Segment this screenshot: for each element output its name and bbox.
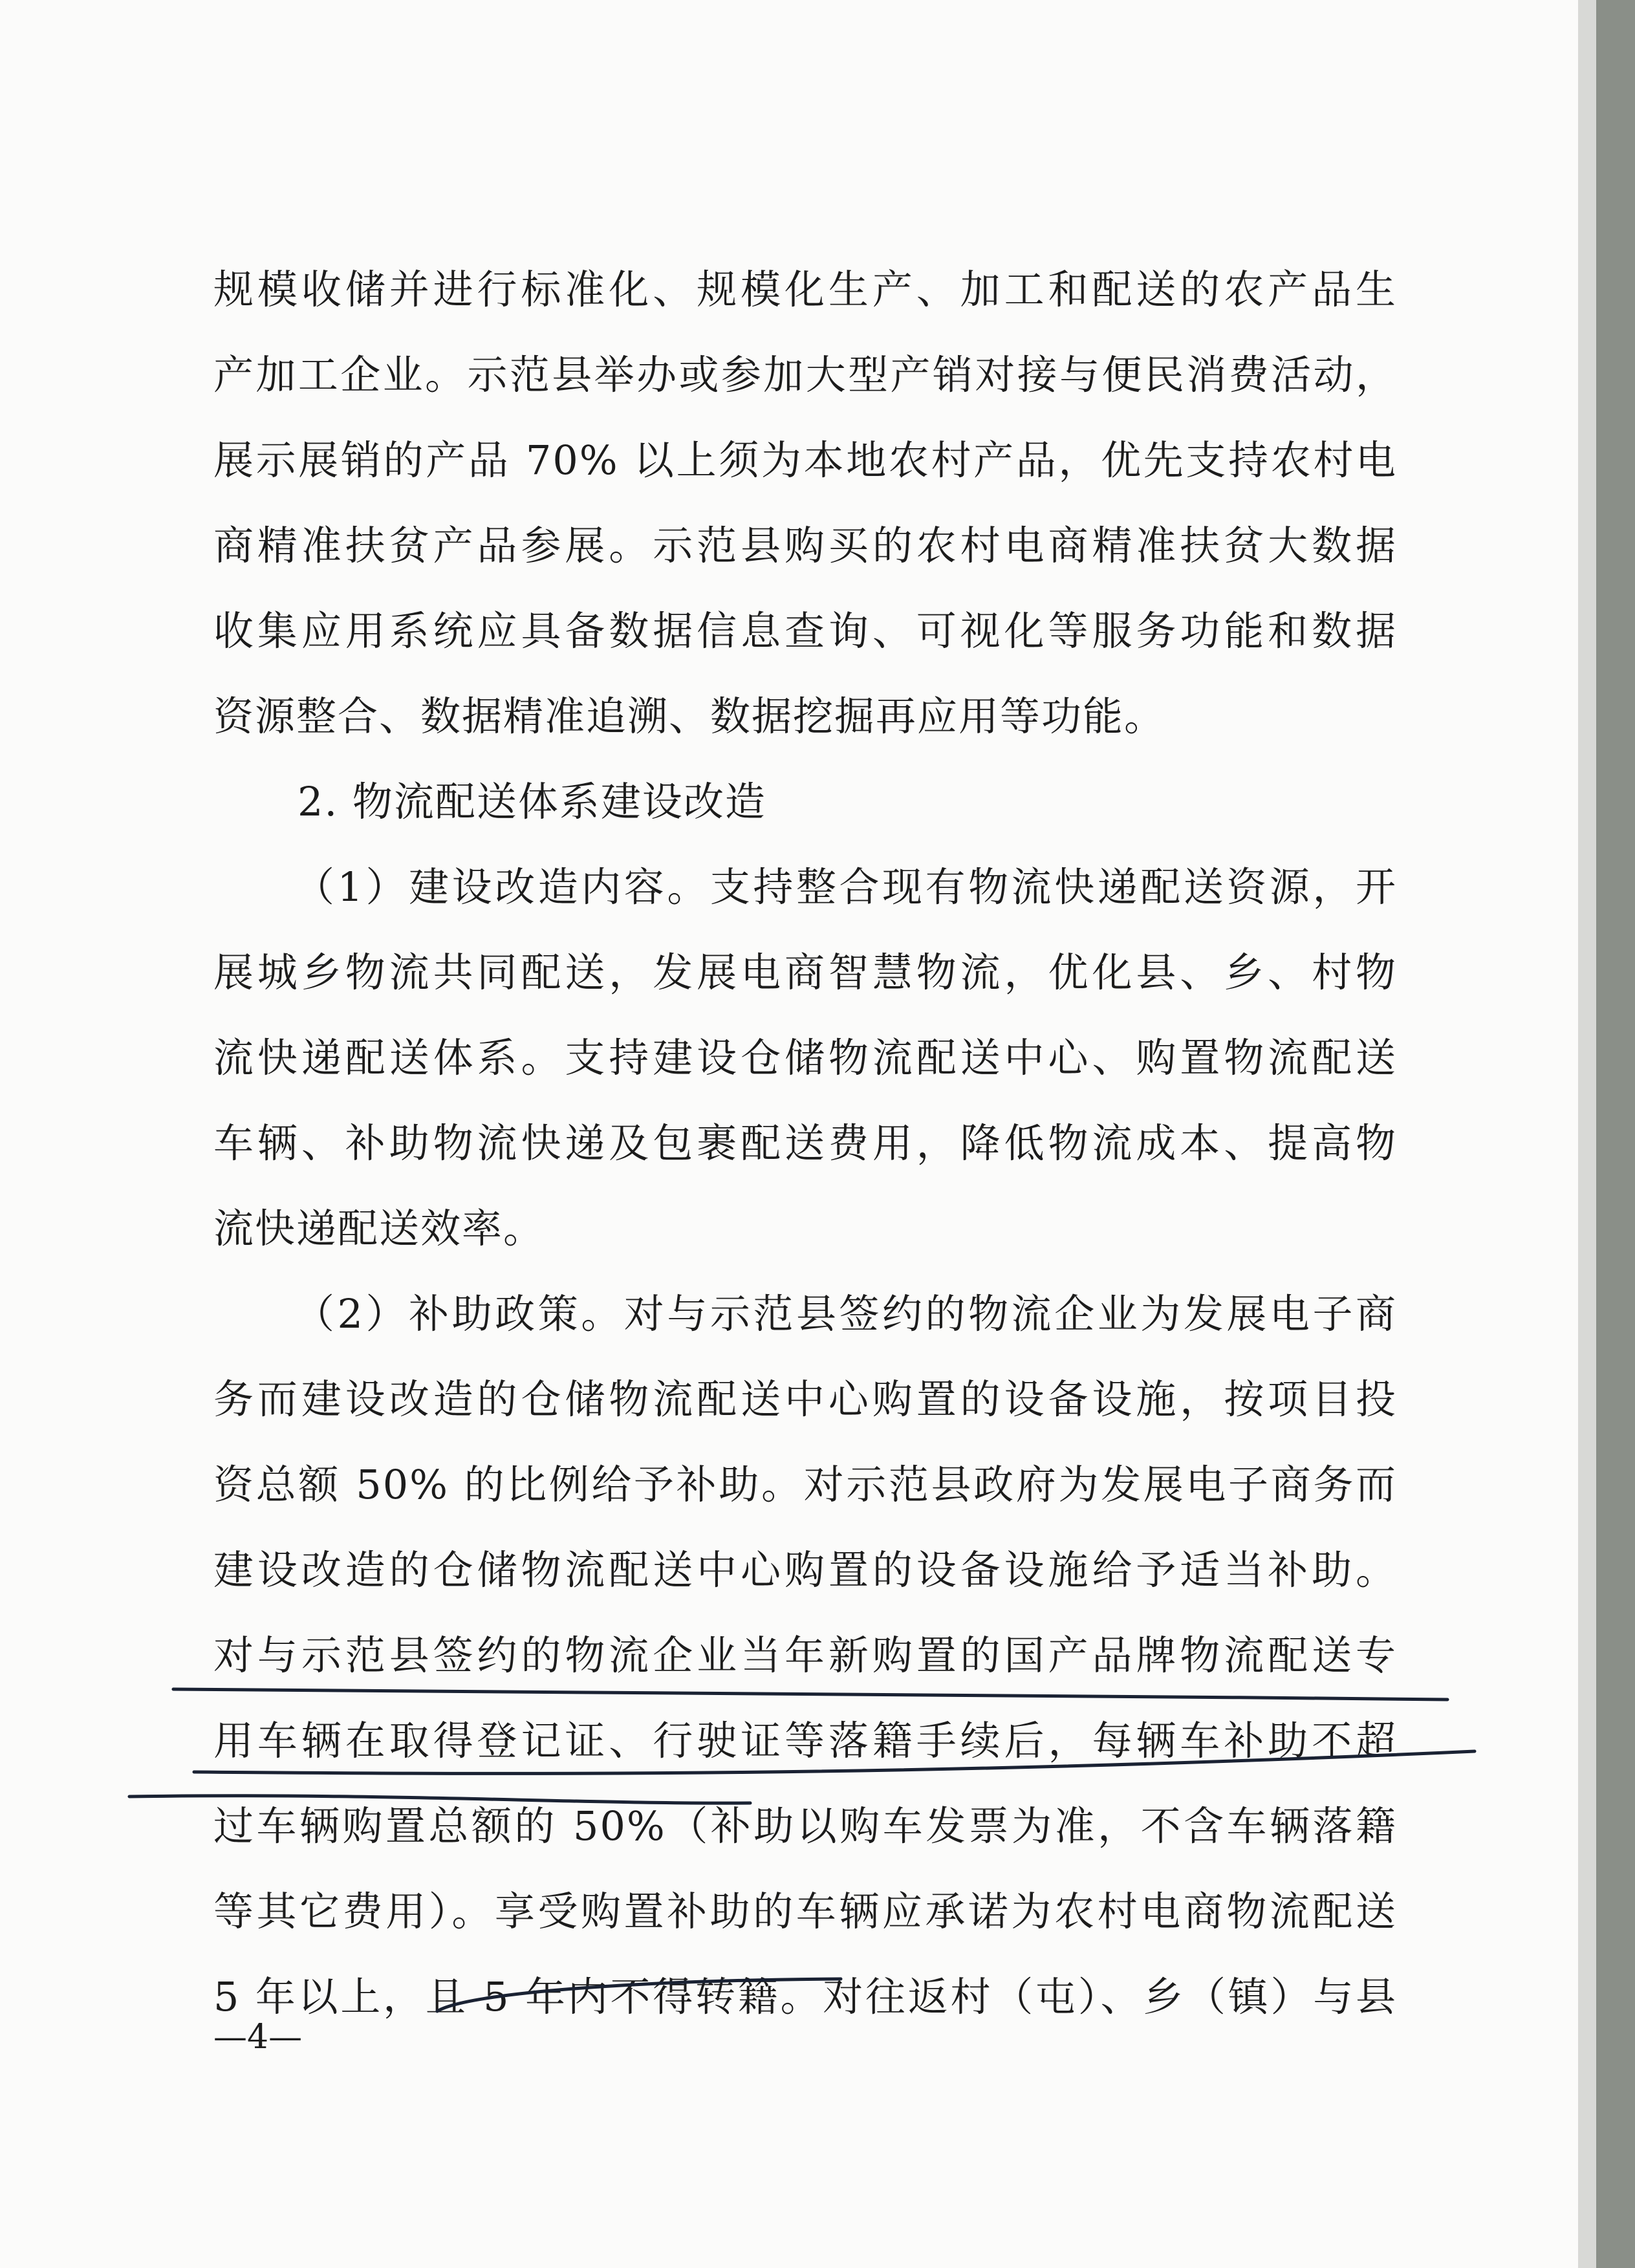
underlined-text-line: 用车辆在取得登记证、行驶证等落籍手续后，每辆车补助不超 [213, 1717, 1397, 1764]
text-line: 商精准扶贫产品参展。示范县购买的农村电商精准扶贫大数据 [213, 522, 1397, 569]
text-line: 资源整合、数据精准追溯、数据挖掘再应用等功能。 [213, 693, 1166, 740]
paragraph-start: （1）建设改造内容。支持整合现有物流快递配送资源，开 [294, 863, 1397, 911]
text-line: 流快递配送体系。支持建设仓储物流配送中心、购置物流配送 [213, 1034, 1397, 1081]
scanner-edge-strip [1596, 0, 1635, 2268]
text-line: 流快递配送效率。 [213, 1205, 545, 1252]
text-line: 等其它费用）。享受购置补助的车辆应承诺为农村电商物流配送 [213, 1888, 1397, 1935]
section-heading: 2. 物流配送体系建设改造 [298, 778, 766, 825]
text-line: 5 年以上，且 5 年内不得转籍。对往返村（屯）、乡（镇）与县 [213, 1973, 1397, 2020]
text-line: 对与示范县签约的物流企业当年新购置的国产品牌物流配送专 [213, 1632, 1397, 1679]
text-line: 展城乡物流共同配送，发展电商智慧物流，优化县、乡、村物 [213, 949, 1397, 996]
text-line: 规模收储并进行标准化、规模化生产、加工和配送的农产品生 [213, 266, 1397, 313]
text-line: 车辆、补助物流快递及包裹配送费用，降低物流成本、提高物 [213, 1119, 1397, 1167]
text-line: 务而建设改造的仓储物流配送中心购置的设备设施，按项目投 [213, 1376, 1397, 1423]
text-line: 展示展销的产品 70% 以上须为本地农村产品，优先支持农村电 [213, 437, 1397, 484]
paragraph-start: （2）补助政策。对与示范县签约的物流企业为发展电子商 [294, 1290, 1397, 1337]
page-number: —4— [213, 2018, 303, 2057]
text-line: 建设改造的仓储物流配送中心购置的设备设施给予适当补助。 [213, 1546, 1397, 1593]
page-edge-shadow [1578, 0, 1597, 2268]
text-line: 收集应用系统应具备数据信息查询、可视化等服务功能和数据 [213, 607, 1397, 654]
text-line: 产加工企业。示范县举办或参加大型产销对接与便民消费活动， [213, 351, 1397, 398]
text-line: 资总额 50% 的比例给予补助。对示范县政府为发展电子商务而 [213, 1461, 1397, 1508]
underlined-text-line: 过车辆购置总额的 50%（补助以购车发票为准，不含车辆落籍 [213, 1802, 1397, 1850]
